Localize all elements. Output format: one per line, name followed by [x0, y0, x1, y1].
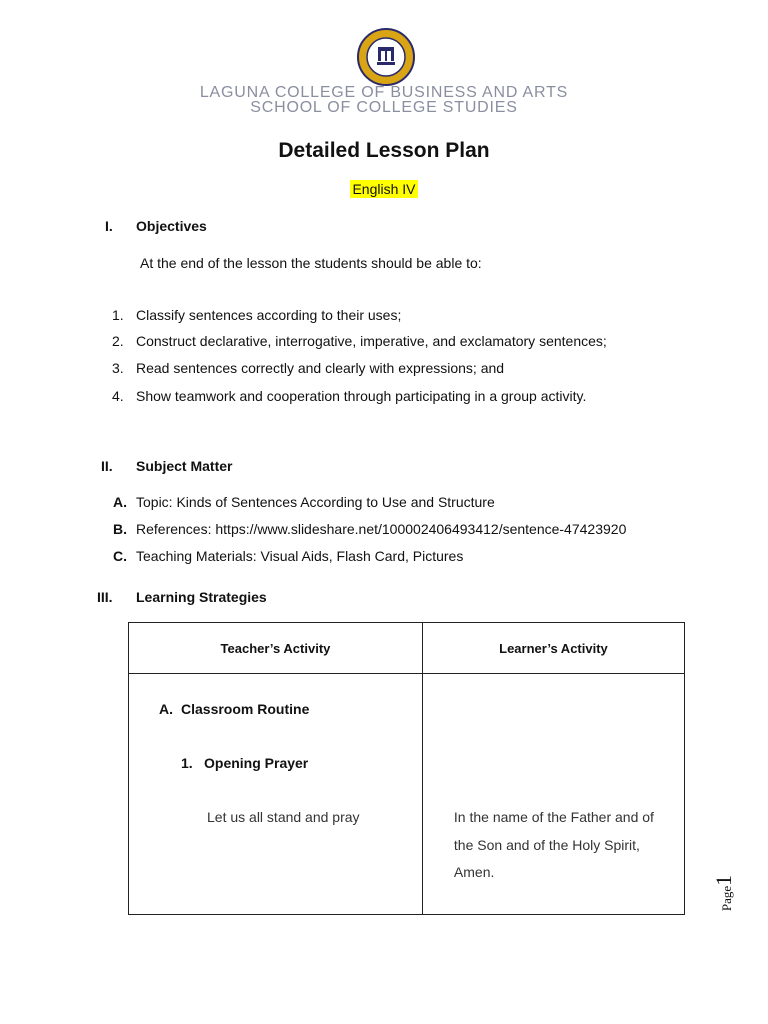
- section-number: II.: [101, 458, 113, 474]
- college-seal-logo: [357, 28, 415, 86]
- list-number: 4.: [112, 388, 124, 404]
- learner-line: Amen.: [453, 864, 495, 880]
- list-letter: A.: [113, 494, 127, 510]
- list-item: Topic: Kinds of Sentences According to Use and Structure: [136, 494, 495, 510]
- subject-label: English IV: [352, 181, 416, 197]
- list-item: Read sentences correctly and clearly with expressions; and: [136, 360, 505, 376]
- school-department: SCHOOL OF COLLEGE STUDIES: [250, 99, 518, 116]
- learner-line: In the name of the Father and of: [453, 809, 654, 825]
- document-title: Detailed Lesson Plan: [278, 139, 490, 162]
- teacher-activity-cell: [129, 674, 423, 915]
- section-number: III.: [97, 589, 113, 605]
- teacher-line: Let us all stand and pray: [207, 809, 360, 825]
- section-title: Learning Strategies: [136, 589, 267, 605]
- page-number: [711, 875, 737, 911]
- list-item: Classify sentences according to their uses;: [136, 307, 402, 323]
- section-title: Subject Matter: [136, 458, 233, 474]
- page-label: Page: [719, 885, 735, 912]
- teacher-activity-header: Teacher’s Activity: [129, 623, 423, 674]
- list-letter: B.: [113, 521, 127, 537]
- section-number: I.: [105, 218, 113, 234]
- list-item: Construct declarative, interrogative, imperative, and exclamatory sentences;: [136, 333, 607, 349]
- prayer-title: Opening Prayer: [204, 755, 309, 771]
- list-item: References: https://www.slideshare.net/100002406493412/sentence-47423920: [136, 521, 627, 537]
- learning-strategies-table: [128, 622, 685, 915]
- page-number-value: 1: [711, 874, 737, 886]
- routine-title: Classroom Routine: [181, 701, 310, 717]
- learner-line: the Son and of the Holy Spirit,: [453, 837, 640, 853]
- objectives-intro: At the end of the lesson the students should be able to:: [140, 255, 482, 271]
- list-number: 2.: [112, 333, 124, 349]
- section-title: Objectives: [136, 218, 207, 234]
- list-number: 3.: [112, 360, 124, 376]
- routine-letter: A.: [159, 701, 173, 717]
- school-name: LAGUNA COLLEGE OF BUSINESS AND ARTS: [199, 84, 569, 101]
- learner-activity-header: Learner’s Activity: [422, 623, 684, 674]
- list-number: 1.: [112, 307, 124, 323]
- list-item: Show teamwork and cooperation through participating in a group activity.: [136, 388, 587, 404]
- prayer-number: 1.: [181, 755, 193, 771]
- list-letter: C.: [113, 548, 127, 564]
- list-item: Teaching Materials: Visual Aids, Flash Card, Pictures: [136, 548, 464, 564]
- learner-activity-cell: [422, 674, 684, 915]
